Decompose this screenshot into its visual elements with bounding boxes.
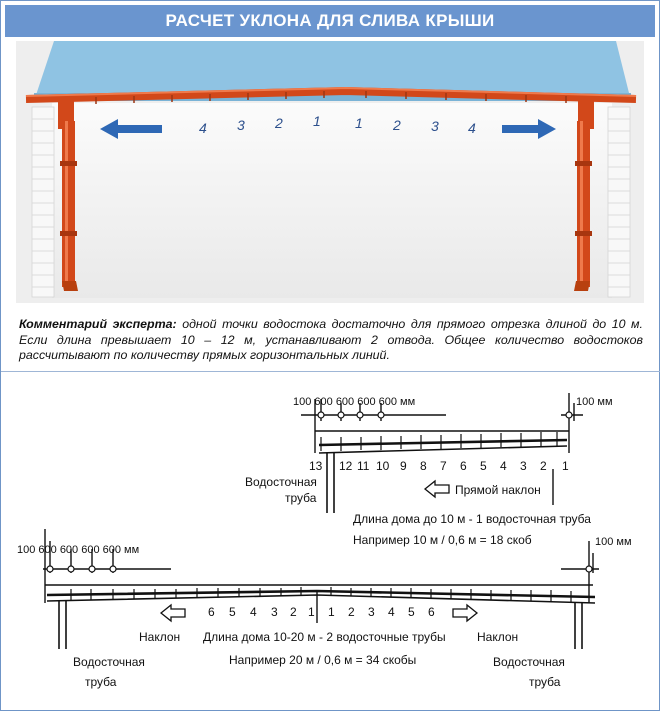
- photo-number: 1: [313, 113, 321, 129]
- hook-number: 3: [520, 459, 527, 473]
- photo-number: 1: [355, 115, 363, 131]
- hook-number: 3: [271, 605, 278, 619]
- hook-number: 8: [420, 459, 427, 473]
- hook-number: 3: [368, 605, 375, 619]
- straight-slope-arrow-icon: [425, 481, 449, 497]
- photo-number: 4: [468, 120, 476, 136]
- bottom-pipe-right: Водосточная: [493, 655, 565, 669]
- top-pipe-label: труба: [285, 491, 317, 505]
- photo-number: 3: [431, 118, 439, 134]
- hook-number: 12: [339, 459, 353, 473]
- hook-number: 4: [250, 605, 257, 619]
- top-spacing-right: 100 мм: [576, 396, 613, 408]
- slope-arrow-right-icon: [453, 605, 477, 621]
- comment-label: Комментарий эксперта:: [19, 317, 177, 331]
- top-example: Например 10 м / 0,6 м = 18 скоб: [353, 533, 532, 547]
- divider: [1, 371, 660, 372]
- photo-number: 4: [199, 120, 207, 136]
- hook-number: 2: [290, 605, 297, 619]
- hook-number: 1: [562, 459, 569, 473]
- bottom-pipe-left: труба: [85, 675, 117, 689]
- photo-number: 3: [237, 117, 245, 133]
- house-illustration: [16, 41, 644, 303]
- top-spacing-label: 100 600 600 600 600 мм: [293, 396, 416, 408]
- top-gutter: [319, 440, 567, 445]
- page-title: РАСЧЕТ УКЛОНА ДЛЯ СЛИВА КРЫШИ: [5, 5, 655, 37]
- top-slope-label: Прямой наклон: [455, 483, 541, 497]
- hook-number: 6: [460, 459, 467, 473]
- hook-number: 11: [357, 459, 370, 473]
- bottom-spacing-right: 100 мм: [595, 536, 632, 548]
- slope-arrow-left-icon: [161, 605, 185, 621]
- hook-number: 13: [309, 459, 323, 473]
- top-pipe-label: Водосточная: [245, 475, 317, 489]
- hook-number: 2: [348, 605, 355, 619]
- hook-number: 5: [480, 459, 487, 473]
- bottom-pipe-right: труба: [529, 675, 561, 689]
- hook-number: 6: [208, 605, 215, 619]
- slope-scheme: [1, 373, 660, 709]
- brick-corner-left: [32, 107, 54, 297]
- hook-number: 5: [229, 605, 236, 619]
- hook-number: 5: [408, 605, 415, 619]
- brick-corner-right: [608, 107, 630, 297]
- hook-number: 1: [308, 605, 315, 619]
- photo-number: 2: [275, 115, 283, 131]
- hook-number: 4: [388, 605, 395, 619]
- expert-comment: [19, 317, 643, 364]
- bottom-spacing-label: 100 600 600 600 600 мм: [17, 544, 140, 556]
- house-drawing: [16, 41, 644, 303]
- bottom-example: Например 20 м / 0,6 м = 34 скобы: [229, 653, 417, 667]
- comment-text: одной точки водостока достаточно для прямого отрезка длиной до 10 м. Если длина превышает 10 – 12 м, устанавливают 2 отвода. Общее количество водостоков рассчитывают по количеству прямых горизонтальных линий.: [19, 317, 643, 362]
- slope-left-label: Наклон: [139, 630, 181, 644]
- hook-number: 9: [400, 459, 407, 473]
- hook-number: 7: [440, 459, 447, 473]
- bottom-gutter: [47, 591, 595, 597]
- bottom-pipe-left: Водосточная: [73, 655, 145, 669]
- photo-number: 2: [393, 117, 401, 133]
- hook-number: 6: [428, 605, 435, 619]
- top-note: Длина дома до 10 м - 1 водосточная труба: [353, 512, 591, 526]
- hook-number: 2: [540, 459, 547, 473]
- hook-number: 10: [376, 459, 390, 473]
- slope-right-label: Наклон: [477, 630, 519, 644]
- hook-number: 4: [500, 459, 507, 473]
- hook-number: 1: [328, 605, 335, 619]
- bottom-note: Длина дома 10-20 м - 2 водосточные трубы: [203, 630, 446, 644]
